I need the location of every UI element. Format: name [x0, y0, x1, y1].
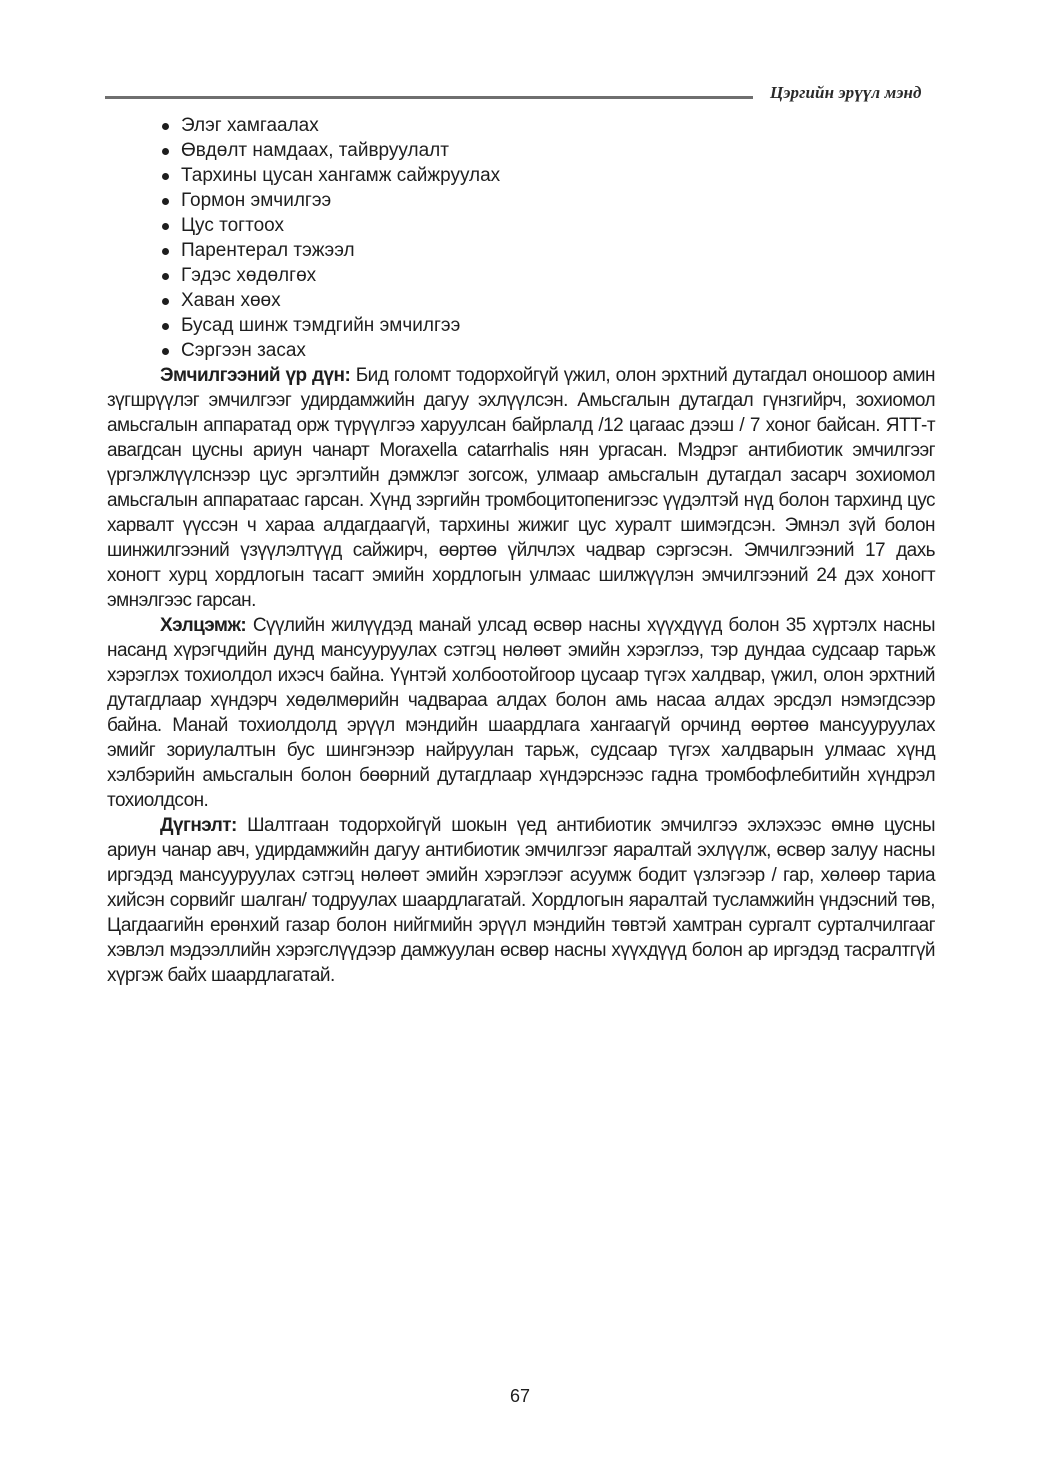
bullet-icon [162, 298, 169, 305]
list-item [107, 313, 935, 338]
running-title: Цэргийн эрүүл мэнд [770, 83, 922, 102]
paragraph-heading: Эмчилгээний үр дүн: [160, 365, 351, 386]
list-item [107, 238, 935, 263]
list-item [107, 138, 935, 163]
bullet-icon [162, 223, 169, 230]
bullet-icon [162, 323, 169, 330]
list-item-text: Бусад шинж тэмдгийн эмчилгээ [181, 315, 461, 336]
paragraph-discussion [107, 613, 935, 813]
bullet-icon [162, 123, 169, 130]
paragraph-text: Сүүлийн жилүүдэд манай улсад өсвөр насны хүүхдүүд болон 35 хүртэлх насны насанд хүрэгчдийн дунд мансууруулах сэтгэц нөлөөт эмийн хэрэглээ, тэр дундаа судсаар тарьж хэрэглэх тохиолдол ихэсч байна. Үүнтэй холбоотойгоор цусаар түгэх халдвар, үжил, олон эрхтний дутагдлаар хүндэрч хөдөлмөрийн чадвараа алдах болон амь насаа алдах эрсдэл нэмэгдсээр байна. Манай тохиолдолд эрүүл мэндийн шаардлага хангаагүй орчинд өөртөө мансууруулах эмийг зориулалтын бус шингэнээр найруулан тарьж, судсаар түгэх халдварын улмаас хүнд хэлбэрийн амьсгалын болон бөөрний дутагдлаар хүндэрснээс гадна тромбофлебитийн хүндрэл тохиолдсон. [107, 615, 935, 811]
paragraph-heading: Дүгнэлт: [160, 815, 237, 836]
list-item [107, 113, 935, 138]
paragraph-heading: Хэлцэмж: [160, 615, 247, 636]
list-item-text: Цус тогтоох [181, 215, 285, 236]
list-item-text: Гормон эмчилгээ [181, 190, 332, 211]
bullet-icon [162, 273, 169, 280]
bullet-icon [162, 148, 169, 155]
list-item [107, 213, 935, 238]
paragraph-conclusion [107, 813, 935, 988]
list-item-text: Хаван хөөх [181, 290, 281, 311]
list-item [107, 263, 935, 288]
bullet-icon [162, 173, 169, 180]
bullet-icon [162, 348, 169, 355]
list-item [107, 338, 935, 363]
treatment-list [107, 113, 935, 363]
list-item-text: Гэдэс хөдөлгөх [181, 265, 317, 286]
paragraph-text: Шалтгаан тодорхойгүй шокын үед антибиотик эмчилгээ эхлэхээс өмнө цусны ариун чанар авч, удирдамжийн дагуу антибиотик эмчилгээг яаралтай эхлүүлж, өсвөр залуу насны иргэдэд мансууруулах сэтгэц нөлөөт эмийн хэрэглээг асуумж бодит үзлэгээр / гар, хөлөөр тариа хийсэн сорвийг шалган/ тодруулах шаардлагатай. Хордлогын яаралтай тусламжийн үндэсний төв, Цагдаагийн ерөнхий газар болон нийгмийн эрүүл мэндийн төвтэй хамтран сургалт сурталчилгааг хэвлэл мэдээллийн хэрэгслүүдээр дамжуулан өсвөр насны хүүхдүүд болон ар иргэдэд тасралтгүй хүргэж байх шаардлагатай. [107, 815, 935, 986]
page-number: 67 [509, 1386, 531, 1406]
list-item [107, 288, 935, 313]
paragraph-text: Бид голомт тодорхойгүй үжил, олон эрхтний дутагдал оношоор амин зүгшрүүлэг эмчилгээг удирдамжийн дагуу эхлүүлсэн. Амьсгалын дутагдал гүнзгийрч, зохиомол амьсгалын аппаратад орж түрүүлгээ харуулсан байрлалд /12 цагаас дээш / 7 хоног байсан. ЯТТ-т авагдсан цусны ариун чанарт Moraxella catarrhalis нян ургасан. Мэдрэг антибиотик эмчилгээг үргэлжлүүлснээр цус эргэлтийн дэмжлэг зогсож, улмаар амьсгалын дутагдал засарч зохиомол амьсгалын аппаратаас гарсан. Хүнд зэргийн тромбоцитопенигээс үүдэлтэй нүд болон тархинд цус харвалт үүссэн ч хараа алдагдаагүй, тархины жижиг цус хуралт шимэгдсэн. Эмнэл зүй болон шинжилгээний үзүүлэлтүүд сайжирч, өөртөө үйлчлэх чадвар сэргэсэн. Эмчилгээний 17 дахь хоногт хурц хордлогын тасагт эмийн хордлогын улмаас шилжүүлэн эмчилгээний 24 дэх хоногт эмнэлгээс гарсан. [107, 365, 935, 611]
list-item-text: Сэргээн засах [181, 340, 306, 361]
list-item [107, 188, 935, 213]
bullet-icon [162, 248, 169, 255]
list-item-text: Өвдөлт намдаах, тайвруулалт [181, 140, 449, 161]
list-item-text: Элэг хамгаалах [181, 115, 319, 136]
paragraph-treatment-results [107, 363, 935, 613]
list-item [107, 163, 935, 188]
list-item-text: Парентерал тэжээл [181, 240, 355, 261]
header-rule [105, 96, 753, 99]
bullet-icon [162, 198, 169, 205]
body-text [107, 113, 935, 988]
list-item-text: Тархины цусан хангамж сайжруулах [181, 165, 501, 186]
